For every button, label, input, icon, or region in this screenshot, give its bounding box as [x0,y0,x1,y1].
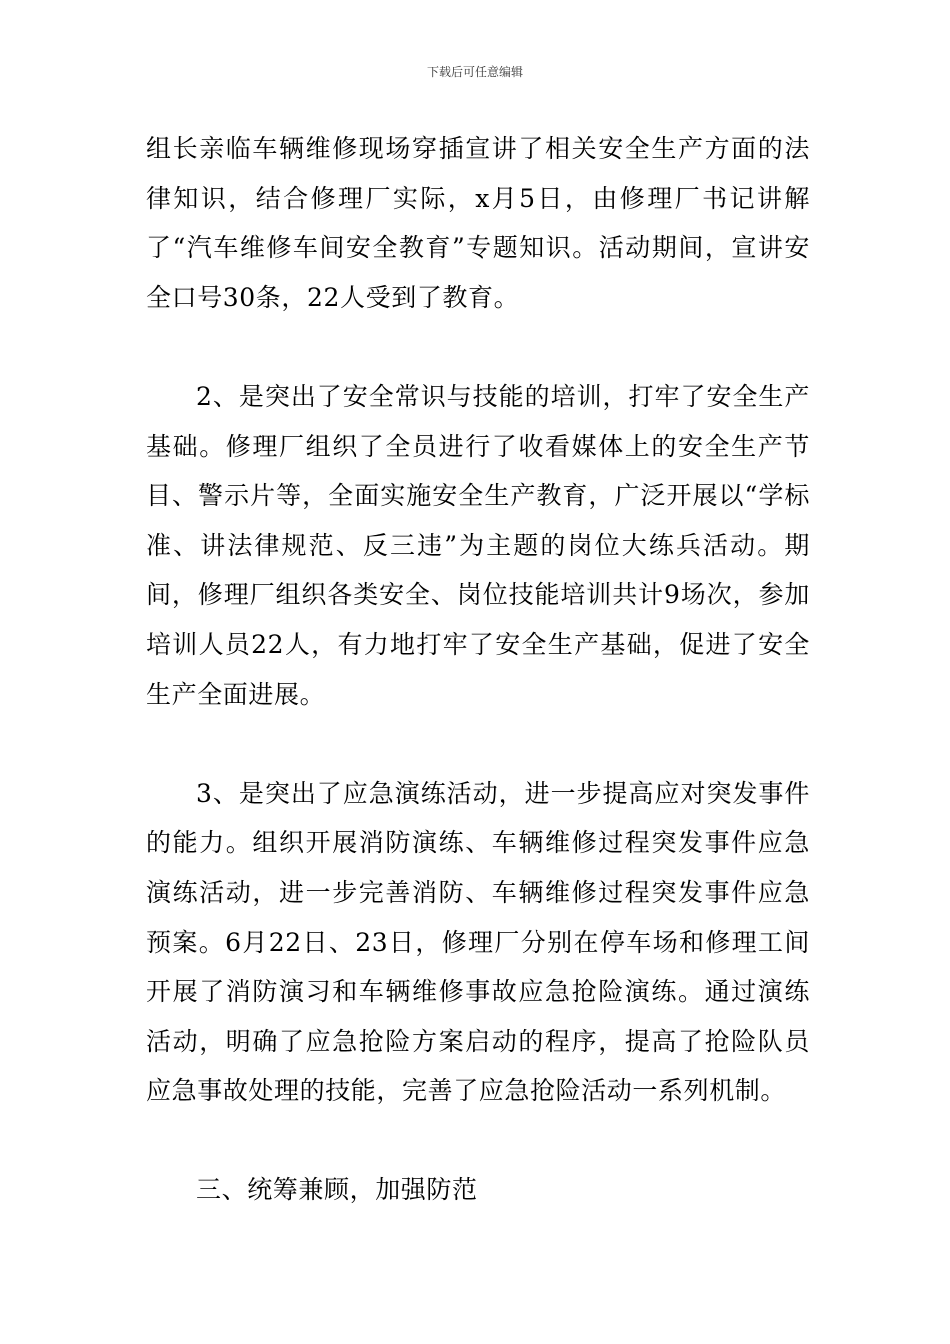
page-header: 下载后可任意编辑 [426,65,523,79]
paragraph-continued: 组长亲临车辆维修现场穿插宣讲了相关安全生产方面的法律知识，结合修理厂实际，x月5日，由修理厂书记讲解了“汽车维修车间安全教育”专题知识。活动期间，宣讲安全口号30条，22人受到了教育。 [146,134,810,312]
document-body [146,124,810,1215]
paragraph-gap [146,719,810,769]
section-heading: 三、统筹兼顾，加强防范 [196,1175,478,1205]
paragraph-gap [146,322,810,372]
paragraph-item-3: 3、是突出了应急演练活动，进一步提高应对突发事件的能力。组织开展消防演练、车辆维修过程突发事件应急演练活动，进一步完善消防、车辆维修过程突发事件应急预案。6月22日、23日，修理厂分别在停车场和修理工间开展了消防演习和车辆维修事故应急抢险演练。通过演练活动，明确了应急抢险方案启动的程序，提高了抢险队员应急事故处理的技能，完善了应急抢险活动一系列机制。 [146,778,810,1106]
paragraph-item-2: 2、是突出了安全常识与技能的培训，打牢了安全生产基础。修理厂组织了全员进行了收看媒体上的安全生产节目、警示片等，全面实施安全生产教育，广泛开展以“学标准、讲法律规范、反三违”为主题的岗位大练兵活动。期间，修理厂组织各类安全、岗位技能培训共计9场次，参加培训人员22人，有力地打牢了安全生产基础，促进了安全生产全面进展。 [146,381,810,709]
paragraph-gap [146,1116,810,1166]
